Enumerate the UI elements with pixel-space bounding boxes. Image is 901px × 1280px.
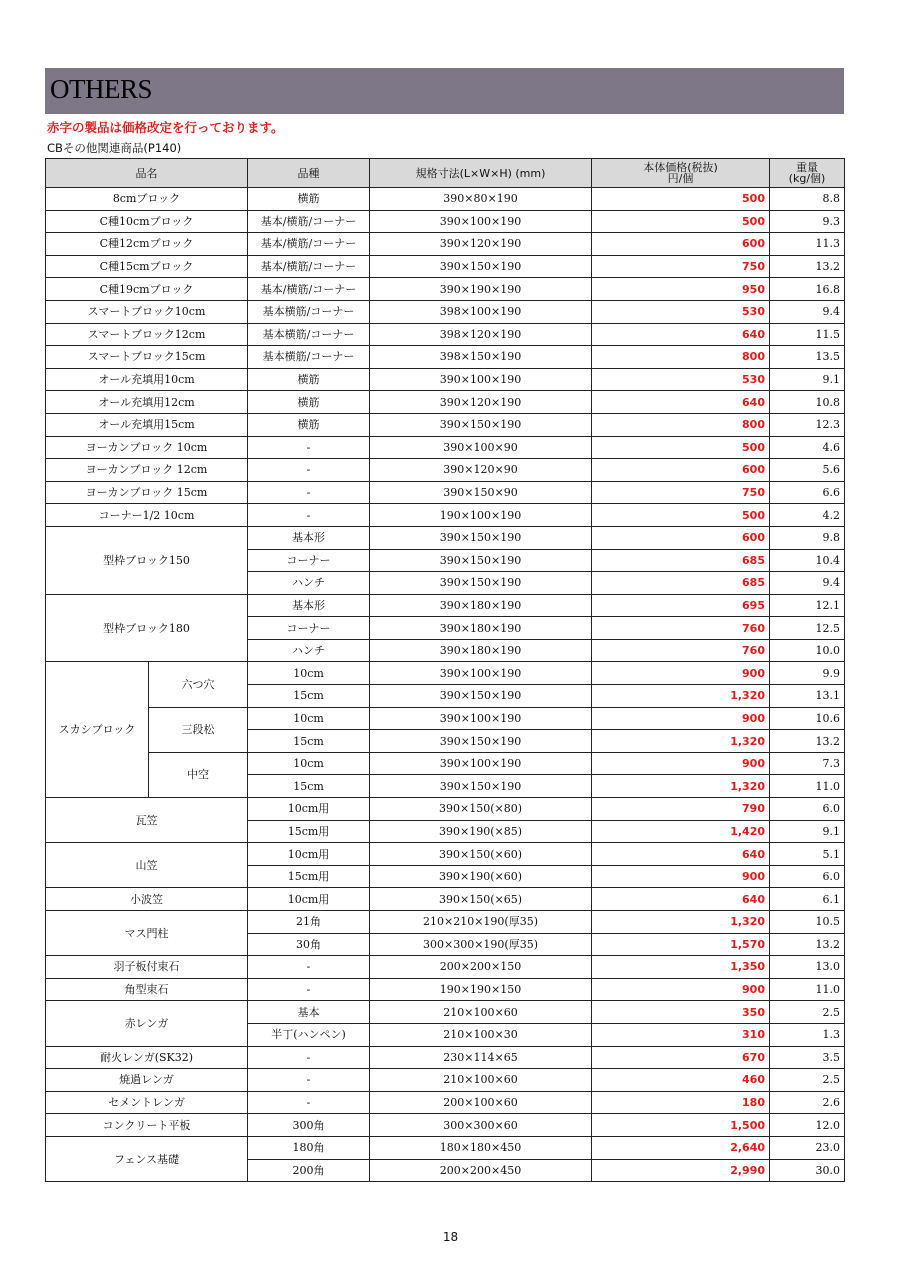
product-price: 2,990 xyxy=(592,1159,770,1182)
header-type: 品種 xyxy=(248,159,370,188)
product-name: ヨーカンブロック 15cm xyxy=(46,481,248,504)
product-size: 390×80×190 xyxy=(370,188,592,211)
product-type: 横筋 xyxy=(248,368,370,391)
product-size: 210×100×30 xyxy=(370,1023,592,1046)
product-price: 640 xyxy=(592,888,770,911)
product-price: 500 xyxy=(592,188,770,211)
product-type: 基本 xyxy=(248,1001,370,1024)
table-body xyxy=(46,188,845,1182)
product-size: 180×180×450 xyxy=(370,1136,592,1159)
product-size: 230×114×65 xyxy=(370,1046,592,1069)
product-name: 山笠 xyxy=(46,843,248,888)
product-weight: 9.1 xyxy=(770,368,845,391)
product-size: 390×150×190 xyxy=(370,572,592,595)
product-weight: 12.1 xyxy=(770,594,845,617)
product-size: 390×150×190 xyxy=(370,685,592,708)
product-type: 横筋 xyxy=(248,413,370,436)
product-weight: 5.6 xyxy=(770,459,845,482)
product-name: 耐火レンガ(SK32) xyxy=(46,1046,248,1069)
product-type: 200角 xyxy=(248,1159,370,1182)
product-price: 1,320 xyxy=(592,775,770,798)
product-name: 型枠ブロック180 xyxy=(46,594,248,662)
product-weight: 13.2 xyxy=(770,255,845,278)
table-row xyxy=(46,1136,845,1159)
product-type: - xyxy=(248,1069,370,1092)
product-type: 基本横筋/コーナー xyxy=(248,346,370,369)
header-weight xyxy=(770,159,845,188)
header-price-line1: 本体価格(税抜) xyxy=(643,161,718,174)
product-weight: 23.0 xyxy=(770,1136,845,1159)
product-size: 390×150×190 xyxy=(370,549,592,572)
product-size: 390×120×190 xyxy=(370,391,592,414)
product-name: 型枠ブロック150 xyxy=(46,526,248,594)
table-row xyxy=(46,459,845,482)
product-size: 200×200×150 xyxy=(370,956,592,979)
page-title-banner xyxy=(45,68,844,114)
table-row xyxy=(46,233,845,256)
product-size: 210×210×190(厚35) xyxy=(370,911,592,934)
product-size: 390×150(×60) xyxy=(370,843,592,866)
header-weight-line2: (kg/個) xyxy=(788,172,826,185)
product-name: スマートブロック10cm xyxy=(46,300,248,323)
product-type: 基本/横筋/コーナー xyxy=(248,278,370,301)
product-size: 390×180×190 xyxy=(370,639,592,662)
product-price: 695 xyxy=(592,594,770,617)
product-size: 398×100×190 xyxy=(370,300,592,323)
product-price: 500 xyxy=(592,436,770,459)
product-name: 8cmブロック xyxy=(46,188,248,211)
product-weight: 10.6 xyxy=(770,707,845,730)
product-price: 1,320 xyxy=(592,685,770,708)
product-price: 180 xyxy=(592,1091,770,1114)
product-size: 390×190×190 xyxy=(370,278,592,301)
product-size: 390×150×190 xyxy=(370,775,592,798)
price-table xyxy=(45,158,845,1182)
product-size: 390×150×190 xyxy=(370,730,592,753)
product-weight: 13.5 xyxy=(770,346,845,369)
product-type: - xyxy=(248,504,370,527)
product-weight: 5.1 xyxy=(770,843,845,866)
product-weight: 11.0 xyxy=(770,775,845,798)
price-revision-notice: 赤字の製品は価格改定を行っております。 xyxy=(47,120,284,135)
product-name: オール充填用12cm xyxy=(46,391,248,414)
product-weight: 11.0 xyxy=(770,978,845,1001)
product-price: 460 xyxy=(592,1069,770,1092)
product-name: スマートブロック12cm xyxy=(46,323,248,346)
product-weight: 8.8 xyxy=(770,188,845,211)
product-type: 基本形 xyxy=(248,526,370,549)
table-row xyxy=(46,526,845,549)
product-name: オール充填用10cm xyxy=(46,368,248,391)
product-type: 10cm xyxy=(248,752,370,775)
table-header-row xyxy=(46,159,845,188)
product-name: コンクリート平板 xyxy=(46,1114,248,1137)
table-row xyxy=(46,346,845,369)
product-price: 1,570 xyxy=(592,933,770,956)
product-weight: 9.4 xyxy=(770,572,845,595)
product-size: 390×100×190 xyxy=(370,707,592,730)
product-name: C種12cmブロック xyxy=(46,233,248,256)
product-type: 15cm xyxy=(248,730,370,753)
product-price: 1,500 xyxy=(592,1114,770,1137)
product-weight: 2.6 xyxy=(770,1091,845,1114)
product-weight: 30.0 xyxy=(770,1159,845,1182)
product-price: 2,640 xyxy=(592,1136,770,1159)
table-row xyxy=(46,1069,845,1092)
product-subgroup: 六つ穴 xyxy=(149,662,248,707)
product-price: 1,420 xyxy=(592,820,770,843)
product-price: 760 xyxy=(592,639,770,662)
table-row xyxy=(46,888,845,911)
product-name: ヨーカンブロック 12cm xyxy=(46,459,248,482)
product-type: 30角 xyxy=(248,933,370,956)
product-type: コーナー xyxy=(248,549,370,572)
product-type: 横筋 xyxy=(248,188,370,211)
table-row xyxy=(46,978,845,1001)
product-type: 15cm用 xyxy=(248,865,370,888)
product-type: 基本/横筋/コーナー xyxy=(248,210,370,233)
product-type: ハンチ xyxy=(248,639,370,662)
product-size: 390×190(×85) xyxy=(370,820,592,843)
product-type: - xyxy=(248,978,370,1001)
product-name: C種19cmブロック xyxy=(46,278,248,301)
product-name: オール充填用15cm xyxy=(46,413,248,436)
product-weight: 12.0 xyxy=(770,1114,845,1137)
product-size: 300×300×60 xyxy=(370,1114,592,1137)
product-price: 1,350 xyxy=(592,956,770,979)
header-name: 品名 xyxy=(46,159,248,188)
product-weight: 12.3 xyxy=(770,413,845,436)
product-subgroup: 中空 xyxy=(149,752,248,797)
product-weight: 9.3 xyxy=(770,210,845,233)
product-weight: 13.2 xyxy=(770,730,845,753)
product-price: 1,320 xyxy=(592,730,770,753)
product-name: スマートブロック15cm xyxy=(46,346,248,369)
product-type: コーナー xyxy=(248,617,370,640)
product-price: 900 xyxy=(592,865,770,888)
product-size: 390×100×190 xyxy=(370,210,592,233)
product-price: 760 xyxy=(592,617,770,640)
product-type: 21角 xyxy=(248,911,370,934)
table-row xyxy=(46,188,845,211)
product-size: 390×150×190 xyxy=(370,255,592,278)
table-row xyxy=(46,391,845,414)
product-type: - xyxy=(248,1091,370,1114)
product-size: 390×150×190 xyxy=(370,413,592,436)
product-price: 900 xyxy=(592,752,770,775)
product-name: C種15cmブロック xyxy=(46,255,248,278)
table-row xyxy=(46,1114,845,1137)
product-price: 600 xyxy=(592,233,770,256)
product-name: セメントレンガ xyxy=(46,1091,248,1114)
header-price-line2: 円/個 xyxy=(667,172,694,185)
product-price: 750 xyxy=(592,255,770,278)
product-weight: 11.3 xyxy=(770,233,845,256)
table-row xyxy=(46,1091,845,1114)
table-row xyxy=(46,1001,845,1024)
product-size: 200×200×450 xyxy=(370,1159,592,1182)
table-row xyxy=(46,436,845,459)
product-price: 900 xyxy=(592,978,770,1001)
product-size: 390×100×90 xyxy=(370,436,592,459)
table-row xyxy=(46,278,845,301)
table-row xyxy=(46,323,845,346)
product-weight: 13.2 xyxy=(770,933,845,956)
table-row xyxy=(46,255,845,278)
product-type: 基本横筋/コーナー xyxy=(248,323,370,346)
table-row xyxy=(46,911,845,934)
page-number: 18 xyxy=(442,1230,459,1244)
product-name: 焼過レンガ xyxy=(46,1069,248,1092)
product-name: ヨーカンブロック 10cm xyxy=(46,436,248,459)
product-weight: 6.0 xyxy=(770,865,845,888)
product-size: 390×180×190 xyxy=(370,617,592,640)
product-type: 半丁(ハンペン) xyxy=(248,1023,370,1046)
product-weight: 6.1 xyxy=(770,888,845,911)
product-weight: 6.0 xyxy=(770,798,845,821)
product-type: 15cm xyxy=(248,685,370,708)
product-type: 横筋 xyxy=(248,391,370,414)
product-type: 基本/横筋/コーナー xyxy=(248,255,370,278)
table-row xyxy=(46,956,845,979)
product-type: - xyxy=(248,481,370,504)
product-type: - xyxy=(248,956,370,979)
product-subgroup: 三段松 xyxy=(149,707,248,752)
product-size: 390×120×190 xyxy=(370,233,592,256)
section-subtitle: CBその他関連商品(P140) xyxy=(47,141,182,155)
product-size: 210×100×60 xyxy=(370,1001,592,1024)
product-weight: 16.8 xyxy=(770,278,845,301)
header-price xyxy=(592,159,770,188)
product-price: 350 xyxy=(592,1001,770,1024)
product-weight: 2.5 xyxy=(770,1001,845,1024)
product-name: 羽子板付束石 xyxy=(46,956,248,979)
product-type: 10cm用 xyxy=(248,843,370,866)
product-price: 530 xyxy=(592,300,770,323)
product-name: 角型束石 xyxy=(46,978,248,1001)
table-row xyxy=(46,413,845,436)
product-price: 790 xyxy=(592,798,770,821)
product-size: 390×190(×60) xyxy=(370,865,592,888)
product-name: コーナー1/2 10cm xyxy=(46,504,248,527)
product-type: 15cm xyxy=(248,775,370,798)
product-weight: 9.8 xyxy=(770,526,845,549)
product-type: 10cm用 xyxy=(248,888,370,911)
product-type: 15cm用 xyxy=(248,820,370,843)
product-weight: 6.6 xyxy=(770,481,845,504)
product-size: 210×100×60 xyxy=(370,1069,592,1092)
product-type: 10cm xyxy=(248,707,370,730)
product-size: 390×100×190 xyxy=(370,368,592,391)
table-row xyxy=(46,843,845,866)
product-weight: 4.2 xyxy=(770,504,845,527)
product-price: 640 xyxy=(592,843,770,866)
product-type: - xyxy=(248,459,370,482)
product-price: 600 xyxy=(592,459,770,482)
product-size: 390×150×190 xyxy=(370,526,592,549)
product-name: 小波笠 xyxy=(46,888,248,911)
product-size: 390×150(×65) xyxy=(370,888,592,911)
page-title: OTHERS xyxy=(50,74,153,104)
product-size: 398×120×190 xyxy=(370,323,592,346)
product-price: 310 xyxy=(592,1023,770,1046)
product-price: 800 xyxy=(592,346,770,369)
product-weight: 3.5 xyxy=(770,1046,845,1069)
product-weight: 10.5 xyxy=(770,911,845,934)
table-row xyxy=(46,504,845,527)
product-weight: 4.6 xyxy=(770,436,845,459)
product-weight: 2.5 xyxy=(770,1069,845,1092)
product-weight: 9.1 xyxy=(770,820,845,843)
product-size: 390×120×90 xyxy=(370,459,592,482)
product-weight: 13.1 xyxy=(770,685,845,708)
product-size: 390×100×190 xyxy=(370,752,592,775)
product-weight: 12.5 xyxy=(770,617,845,640)
product-type: 基本横筋/コーナー xyxy=(248,300,370,323)
product-weight: 7.3 xyxy=(770,752,845,775)
product-name: マス門柱 xyxy=(46,911,248,956)
product-weight: 10.8 xyxy=(770,391,845,414)
table-row xyxy=(46,300,845,323)
product-price: 500 xyxy=(592,504,770,527)
product-price: 640 xyxy=(592,323,770,346)
product-type: - xyxy=(248,436,370,459)
product-size: 190×190×150 xyxy=(370,978,592,1001)
product-price: 500 xyxy=(592,210,770,233)
product-type: ハンチ xyxy=(248,572,370,595)
product-size: 200×100×60 xyxy=(370,1091,592,1114)
product-price: 530 xyxy=(592,368,770,391)
product-size: 300×300×190(厚35) xyxy=(370,933,592,956)
product-price: 950 xyxy=(592,278,770,301)
table-row xyxy=(46,481,845,504)
product-name: 赤レンガ xyxy=(46,1001,248,1046)
table-row xyxy=(46,1046,845,1069)
table-row xyxy=(46,752,845,775)
product-name: スカシブロック xyxy=(46,662,149,798)
product-price: 800 xyxy=(592,413,770,436)
product-price: 640 xyxy=(592,391,770,414)
product-type: 300角 xyxy=(248,1114,370,1137)
product-price: 750 xyxy=(592,481,770,504)
header-weight-line1: 重量 xyxy=(796,161,818,174)
product-weight: 9.9 xyxy=(770,662,845,685)
product-name: フェンス基礎 xyxy=(46,1136,248,1181)
product-weight: 11.5 xyxy=(770,323,845,346)
product-type: 180角 xyxy=(248,1136,370,1159)
product-price: 1,320 xyxy=(592,911,770,934)
product-price: 685 xyxy=(592,572,770,595)
product-size: 390×180×190 xyxy=(370,594,592,617)
product-price: 900 xyxy=(592,707,770,730)
product-size: 390×150(×80) xyxy=(370,798,592,821)
product-price: 685 xyxy=(592,549,770,572)
product-size: 390×150×90 xyxy=(370,481,592,504)
product-type: - xyxy=(248,1046,370,1069)
product-size: 398×150×190 xyxy=(370,346,592,369)
table-row xyxy=(46,798,845,821)
header-size: 規格寸法(L×W×H) (mm) xyxy=(370,159,592,188)
product-price: 600 xyxy=(592,526,770,549)
table-row xyxy=(46,662,845,685)
product-weight: 1.3 xyxy=(770,1023,845,1046)
product-name: 瓦笠 xyxy=(46,798,248,843)
product-weight: 9.4 xyxy=(770,300,845,323)
product-type: 10cm xyxy=(248,662,370,685)
product-price: 670 xyxy=(592,1046,770,1069)
product-name: C種10cmブロック xyxy=(46,210,248,233)
product-size: 390×100×190 xyxy=(370,662,592,685)
table-row xyxy=(46,594,845,617)
product-weight: 10.0 xyxy=(770,639,845,662)
product-price: 900 xyxy=(592,662,770,685)
table-row xyxy=(46,707,845,730)
table-row xyxy=(46,210,845,233)
product-type: 基本形 xyxy=(248,594,370,617)
product-weight: 10.4 xyxy=(770,549,845,572)
product-type: 基本/横筋/コーナー xyxy=(248,233,370,256)
table-row xyxy=(46,368,845,391)
product-type: 10cm用 xyxy=(248,798,370,821)
product-weight: 13.0 xyxy=(770,956,845,979)
product-size: 190×100×190 xyxy=(370,504,592,527)
